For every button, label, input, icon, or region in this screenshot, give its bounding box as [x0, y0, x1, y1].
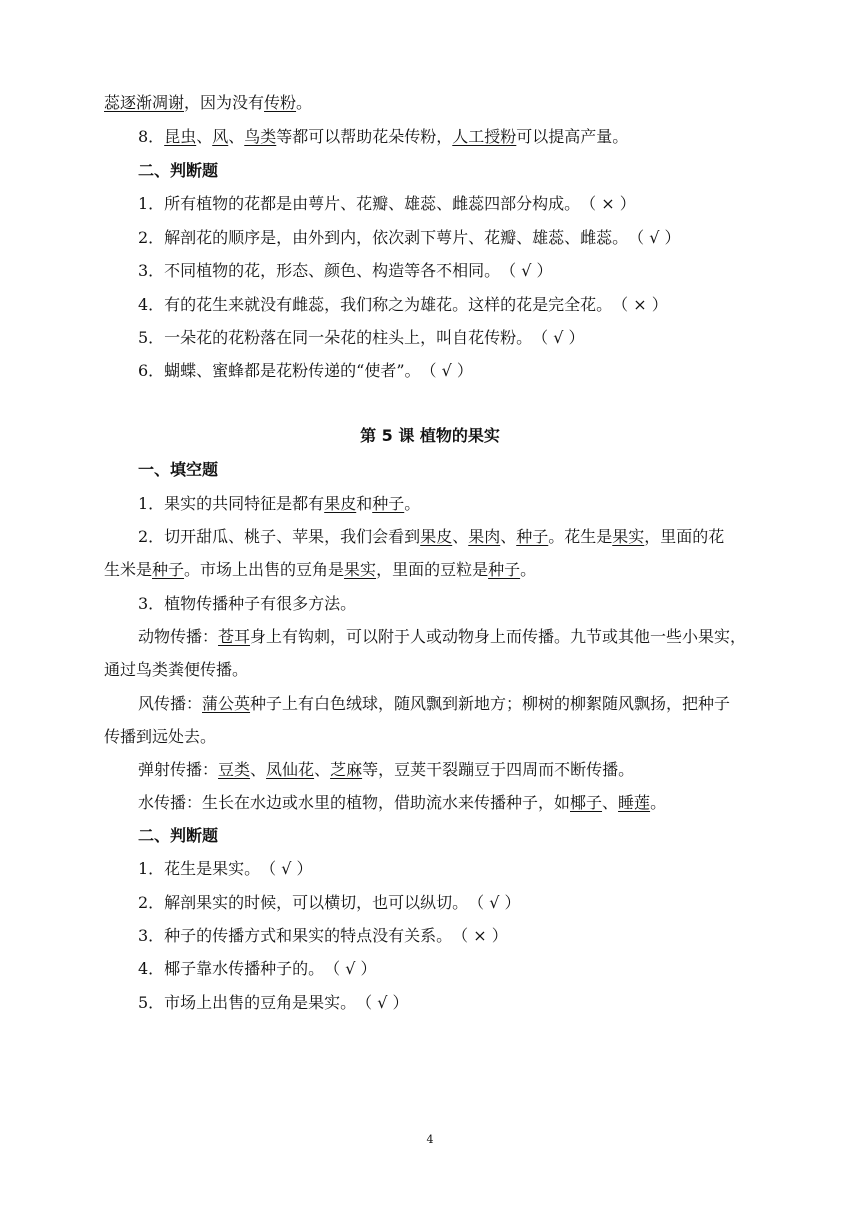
judge-item: 2．解剖花的顺序是，由外到内，依次剥下萼片、花瓣、雄蕊、雌蕊。 （ √ ）	[138, 228, 681, 247]
wind-dispersal-continued: 传播到远处去。	[104, 727, 217, 746]
ejection-dispersal: 弹射传播：豆类、凤仙花、芝麻等，豆荚干裂蹦豆于四周而不断传播。	[138, 760, 635, 779]
judge-item: 5．市场上出售的豆角是果实。 （ √ ）	[138, 993, 409, 1012]
judge-item: 4．有的花生来就没有雌蕊，我们称之为雄花。这样的花是完全花。 （ × ）	[138, 295, 668, 314]
section-heading: 二、判断题	[138, 161, 219, 180]
animal-dispersal-continued: 通过鸟类粪便传播。	[104, 660, 249, 679]
fill-item-1: 1．果实的共同特征是都有果皮和种子。	[138, 494, 421, 513]
fill-item-2: 2．切开甜瓜、桃子、苹果，我们会看到果皮、果肉、种子。花生是果实，里面的花	[138, 527, 725, 546]
wind-dispersal: 风传播：蒲公英种子上有白色绒球，随风飘到新地方；柳树的柳絮随风飘扬，把种子	[138, 694, 731, 713]
answer-underline: 蕊逐渐凋谢	[104, 93, 185, 112]
judge-item: 2．解剖果实的时候，可以横切，也可以纵切。 （ √ ）	[138, 893, 521, 912]
fill-item-2-continued: 生米是种子。市场上出售的豆角是果实，里面的豆粒是种子。	[104, 560, 537, 579]
water-dispersal: 水传播：生长在水边或水里的植物，借助流水来传播种子，如椰子、睡莲。	[138, 793, 667, 812]
fill-item-8: 8．昆虫、风、鸟类等都可以帮助花朵传粉，人工授粉可以提高产量。	[138, 127, 629, 146]
section-heading: 一、填空题	[138, 460, 219, 479]
judge-item: 6．蝴蝶、蜜蜂都是花粉传递的“使者”。 （ √ ）	[138, 361, 473, 380]
section-heading: 二、判断题	[138, 826, 219, 845]
judge-item: 3．种子的传播方式和果实的特点没有关系。 （ × ）	[138, 926, 508, 945]
lesson-title: 第 5 课 植物的果实	[360, 426, 500, 445]
animal-dispersal: 动物传播：苍耳身上有钩刺，可以附于人或动物身上而传播。九节或其他一些小果实，	[138, 627, 747, 646]
judge-item: 4．椰子靠水传播种子的。 （ √ ）	[138, 959, 377, 978]
page-number: 4	[426, 1133, 434, 1146]
judge-item: 1．所有植物的花都是由萼片、花瓣、雄蕊、雌蕊四部分构成。 （ × ）	[138, 194, 636, 213]
answer-underline: 传粉	[264, 93, 297, 112]
judge-item: 5．一朵花的花粉落在同一朵花的柱头上，叫自花传粉。 （ √ ）	[138, 328, 585, 347]
fill-item-3: 3．植物传播种子有很多方法。	[138, 594, 357, 613]
text-line: 蕊逐渐凋谢，因为没有传粉。	[104, 93, 313, 112]
judge-item: 3．不同植物的花，形态、颜色、构造等各不相同。 （ √ ）	[138, 261, 553, 280]
judge-item: 1．花生是果实。 （ √ ）	[138, 859, 313, 878]
